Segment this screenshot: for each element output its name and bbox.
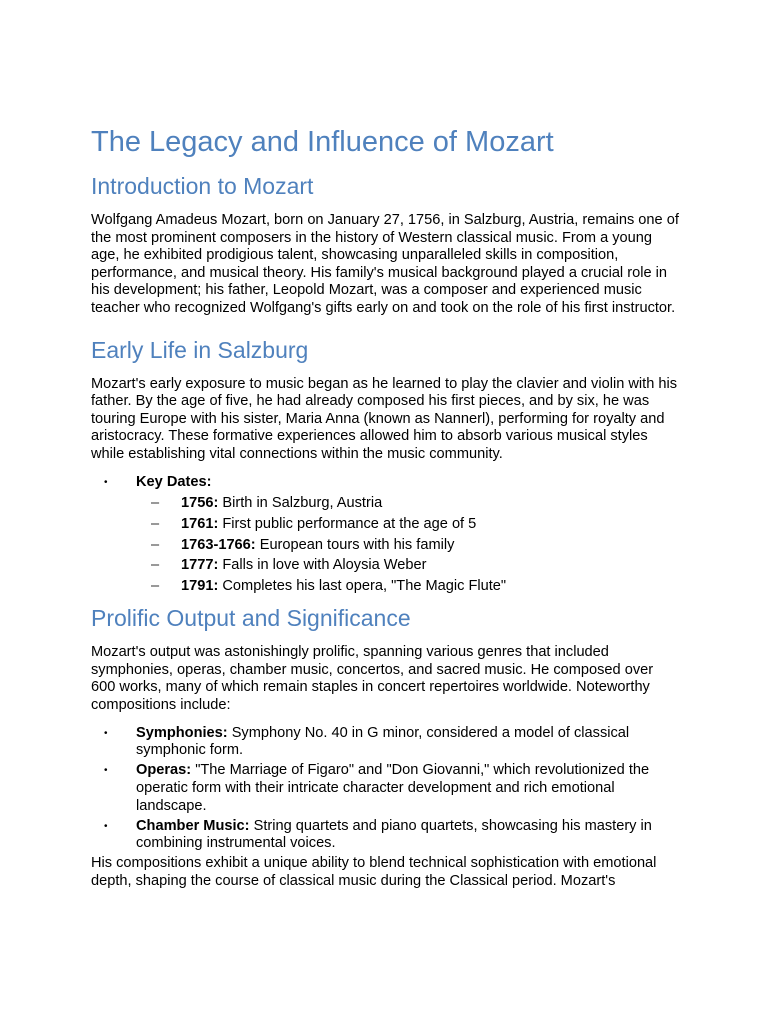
- section-heading-introduction: Introduction to Mozart: [91, 173, 314, 199]
- dash-icon: –: [151, 536, 160, 553]
- early-life-paragraph: Mozart's early exposure to music began as he learned to play the clavier and violin with his father. By the age of five, he had already composed his first pieces, and by six, he was touring Europe with his sister, Maria Anna (known as Nannerl), performing for royalty and aristocracy. These formative experiences allowed him to absorb various musical styles while establishing vital connections within the music community.: [91, 375, 678, 462]
- list-item: [91, 762, 681, 815]
- date-item: [136, 514, 681, 535]
- section-heading-output: Prolific Output and Significance: [91, 605, 411, 632]
- bullet-icon: •: [104, 820, 108, 832]
- output-paragraph: Mozart's output was astonishingly prolific, spanning various genres that included symphonies, operas, chamber music, concertos, and sacred music. He composed over 600 works, many of which remain staples in concert repertoires worldwide. Noteworthy compositions include:: [91, 644, 654, 714]
- dash-icon: –: [151, 577, 160, 594]
- closing-paragraph: His compositions exhibit a unique ability to blend technical sophistication with emotional depth, shaping the course of classical music during the Classical period. Mozart's: [91, 855, 657, 889]
- date-text: Completes his last opera, "The Magic Flute": [218, 577, 507, 594]
- date-year: 1756:: [181, 495, 219, 512]
- section-heading-early-life: Early Life in Salzburg: [91, 336, 309, 363]
- date-text: European tours with his family: [255, 536, 455, 553]
- bullet-icon: •: [104, 765, 108, 777]
- date-year: 1777:: [181, 557, 219, 574]
- date-item: [136, 535, 681, 556]
- date-year: 1761:: [181, 515, 219, 532]
- date-text: First public performance at the age of 5: [218, 515, 477, 532]
- compositions-list: [91, 725, 681, 854]
- date-text: Falls in love with Aloysia Weber: [218, 557, 427, 574]
- document-page: [91, 124, 681, 890]
- date-year: 1791:: [181, 577, 219, 594]
- bullet-icon: •: [104, 476, 108, 488]
- list-item: [91, 818, 681, 854]
- composition-label: Symphonies:: [136, 724, 228, 741]
- dash-icon: –: [151, 557, 160, 574]
- document-title: The Legacy and Influence of Mozart: [91, 126, 554, 158]
- dates-sublist: [136, 493, 681, 596]
- key-dates-label: Key Dates:: [136, 473, 212, 490]
- composition-text: String quartets and piano quartets, showcasing his mastery in combining instrumental voices.: [136, 817, 652, 852]
- bullet-icon: •: [104, 727, 108, 739]
- dash-icon: –: [151, 495, 160, 512]
- date-item: [136, 576, 681, 597]
- intro-paragraph: Wolfgang Amadeus Mozart, born on January 27, 1756, in Salzburg, Austria, remains one of the most prominent composers in the history of Western classical music. From a young age, he exhibited prodigious talent, showcasing unparalleled skills in composition, performance, and musical theory. His family's musical background played a crucial role in his development; his father, Leopold Mozart, was a composer and experienced music teacher who recognized Wolfgang's gifts early on and took on the role of his first instructor.: [91, 212, 679, 316]
- key-dates-list: [91, 474, 681, 597]
- composition-label: Operas:: [136, 762, 192, 779]
- list-item: [91, 725, 681, 761]
- composition-label: Chamber Music:: [136, 817, 250, 834]
- list-item: [91, 474, 681, 597]
- date-item: [136, 493, 681, 514]
- composition-text: "The Marriage of Figaro" and "Don Giovanni," which revolutionized the operatic form with their intricate character development and rich emotional landscape.: [136, 762, 650, 814]
- composition-text: Symphony No. 40 in G minor, considered a model of classical symphonic form.: [136, 724, 630, 759]
- date-year: 1763-1766:: [181, 536, 256, 553]
- dash-icon: –: [151, 515, 160, 532]
- date-item: [136, 555, 681, 576]
- date-text: Birth in Salzburg, Austria: [218, 495, 383, 512]
